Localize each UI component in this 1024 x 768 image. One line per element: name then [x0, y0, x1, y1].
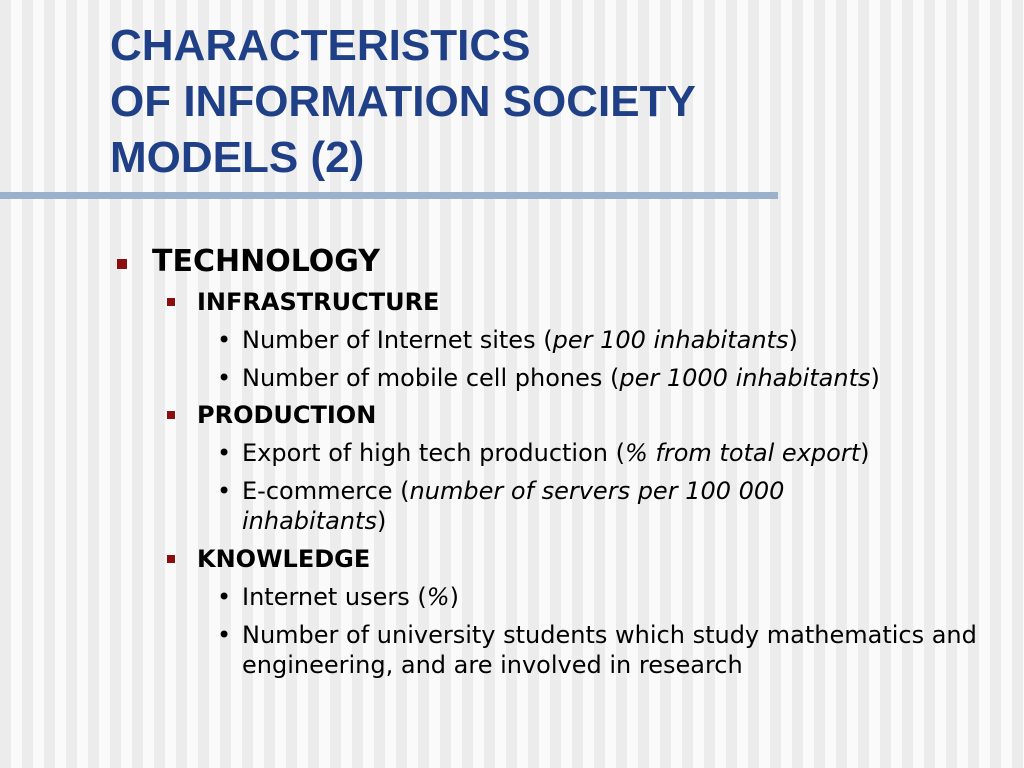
list-item-unit: number of servers per 100 000 inhabitants — [242, 477, 785, 535]
square-bullet-icon — [167, 298, 175, 306]
slide-title-line-2: OF INFORMATION SOCIETY — [110, 77, 696, 126]
bullet-technology: TECHNOLOGY — [152, 244, 380, 279]
square-bullet-icon — [167, 411, 175, 419]
list-item-text: Number of mobile cell phones ( — [242, 364, 620, 392]
dot-bullet-icon: • — [217, 477, 232, 505]
list-item — [242, 438, 1002, 468]
list-item-close: ) — [449, 583, 459, 611]
square-bullet-icon — [167, 555, 175, 563]
list-item — [242, 325, 1002, 355]
list-item — [242, 363, 1002, 393]
section-heading-knowledge: KNOWLEDGE — [197, 545, 371, 573]
dot-bullet-icon: • — [217, 326, 232, 354]
list-item-close: ) — [376, 507, 387, 535]
slide-title-line-3: MODELS (2) — [110, 133, 365, 182]
list-item-close: ) — [788, 326, 798, 354]
dot-bullet-icon: • — [217, 583, 232, 611]
list-item-unit: % from total export — [624, 439, 861, 467]
section-heading-infrastructure: INFRASTRUCTURE — [197, 288, 440, 316]
list-item-text: Export of high tech production ( — [242, 439, 625, 467]
list-item-text: E-commerce ( — [242, 477, 410, 505]
list-item-unit: per 1000 inhabitants — [619, 364, 871, 392]
list-item-text: Internet users ( — [242, 583, 427, 611]
square-bullet-icon — [117, 259, 127, 269]
dot-bullet-icon: • — [217, 364, 232, 392]
slide-title-line-1: CHARACTERISTICS — [110, 21, 531, 70]
section-heading-production: PRODUCTION — [197, 401, 377, 429]
list-item-close: ) — [870, 364, 880, 392]
dot-bullet-icon: • — [217, 439, 232, 467]
list-item-text: Number of university students which study mathematics and engineering, and are involved in research — [242, 621, 977, 679]
list-item — [242, 476, 892, 536]
list-item — [242, 620, 982, 680]
list-item-close: ) — [860, 439, 870, 467]
list-item-unit: % — [426, 583, 450, 611]
list-item — [242, 582, 1002, 612]
list-item-unit: per 100 inhabitants — [552, 326, 789, 354]
list-item-text: Number of Internet sites ( — [242, 326, 553, 354]
dot-bullet-icon: • — [217, 621, 232, 649]
